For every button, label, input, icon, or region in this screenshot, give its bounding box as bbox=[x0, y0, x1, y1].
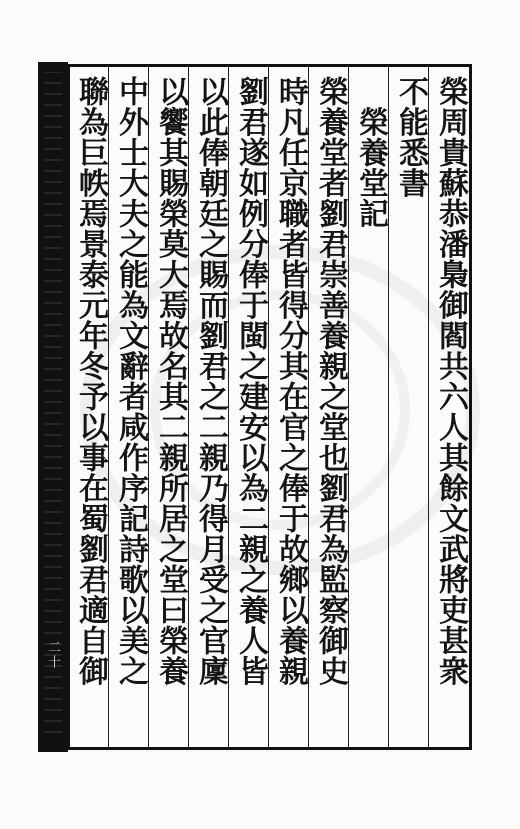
text-column-7: 以此俸朝廷之賜而劉君之二親乃得月受之官廩 bbox=[193, 76, 228, 686]
text-column-4: 榮養堂者劉君崇善養親之堂也劉君為監察御史 bbox=[313, 76, 348, 686]
text-column-2: 不能悉書 bbox=[393, 76, 428, 198]
folio-number: 二十 bbox=[45, 640, 60, 670]
text-column-1: 榮周貴蘇恭潘梟御閻共六人其餘文武將吏甚衆 bbox=[433, 76, 468, 686]
text-column-5: 時凡任京職者皆得分其在官之俸于故鄉以養親 bbox=[273, 76, 308, 686]
text-column-10: 聯為巨帙焉景泰元年冬予以事在蜀劉君適自御 bbox=[73, 76, 108, 686]
text-column-6: 劉君遂如例分俸于閩之建安以為二親之養人皆 bbox=[233, 76, 268, 686]
text-column-8: 以饗其賜榮莫大焉故名其二親所居之堂曰榮養 bbox=[153, 76, 188, 686]
section-title-column: 榮養堂記 bbox=[353, 76, 388, 229]
text-column-9: 中外士大夫之能為文辭者咸作序記詩歌以美之 bbox=[113, 76, 148, 686]
